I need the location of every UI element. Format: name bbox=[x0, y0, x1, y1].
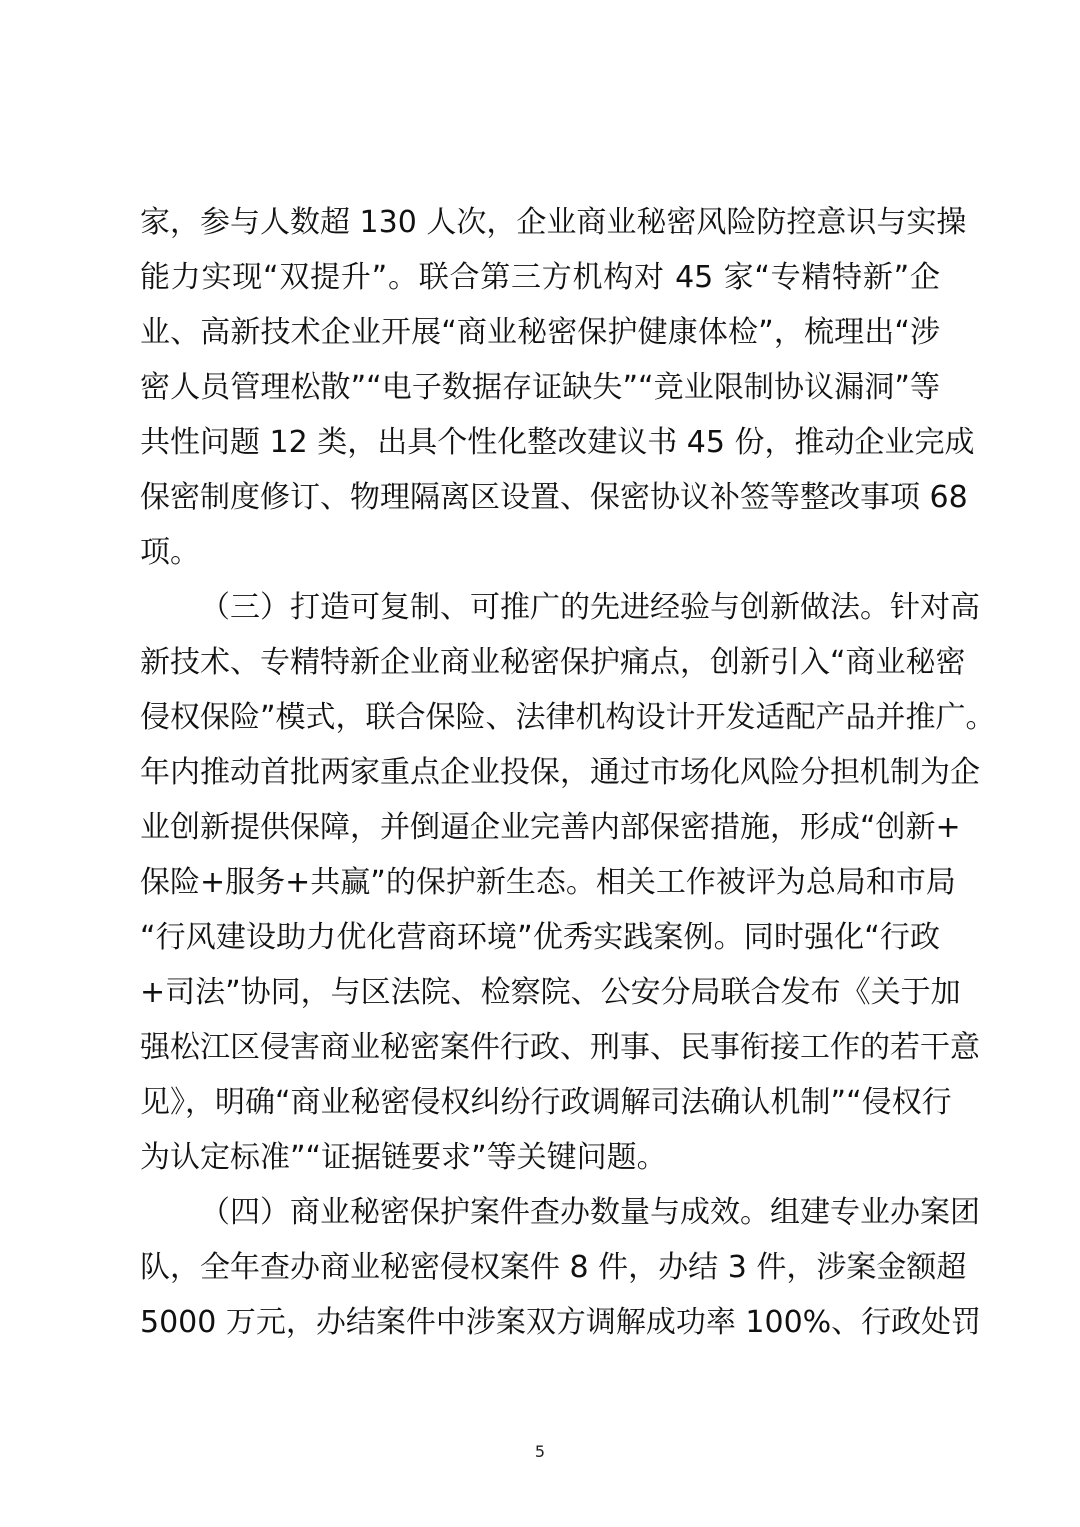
text-line: 业创新提供保障，并倒逼企业完善内部保密措施，形成“创新+ bbox=[140, 810, 961, 845]
text-line: 5000 万元，办结案件中涉案双方调解成功率 100%、行政处罚 bbox=[140, 1305, 982, 1340]
text-line: 强松江区侵害商业秘密案件行政、刑事、民事衔接工作的若干意 bbox=[140, 1030, 980, 1065]
text-line: 项。 bbox=[140, 535, 200, 570]
text-line: 为认定标准”“证据链要求”等关键问题。 bbox=[140, 1140, 667, 1175]
text-line: 年内推动首批两家重点企业投保，通过市场化风险分担机制为企 bbox=[140, 755, 980, 790]
text-line: 能力实现“双提升”。联合第三方机构对 45 家“专精特新”企 bbox=[140, 260, 940, 295]
text-line: 见》，明确“商业秘密侵权纠纷行政调解司法确认机制”“侵权行 bbox=[140, 1085, 952, 1120]
text-line: +司法”协同，与区法院、检察院、公安分局联合发布《关于加 bbox=[140, 975, 961, 1010]
text-line: “行风建设助力优化营商环境”优秀实践案例。同时强化“行政 bbox=[140, 920, 940, 955]
section-heading-line: （三）打造可复制、可推广的先进经验与创新做法。针对高 bbox=[200, 590, 980, 625]
text-line: 共性问题 12 类，出具个性化整改建议书 45 份，推动企业完成 bbox=[140, 425, 975, 460]
text-line: 业、高新技术企业开展“商业秘密保护健康体检”，梳理出“涉 bbox=[140, 315, 940, 350]
text-line: 保险+服务+共赢”的保护新生态。相关工作被评为总局和市局 bbox=[140, 865, 956, 900]
text-line: 新技术、专精特新企业商业秘密保护痛点，创新引入“商业秘密 bbox=[140, 645, 966, 680]
text-line: 保密制度修订、物理隔离区设置、保密协议补签等整改事项 68 bbox=[140, 480, 968, 515]
page-number: 5 bbox=[534, 1442, 546, 1461]
section-heading-line: （四）商业秘密保护案件查办数量与成效。组建专业办案团 bbox=[200, 1195, 980, 1230]
text-line: 队，全年查办商业秘密侵权案件 8 件，办结 3 件，涉案金额超 bbox=[140, 1250, 967, 1285]
text-line: 密人员管理松散”“电子数据存证缺失”“竞业限制协议漏洞”等 bbox=[140, 370, 940, 405]
text-line: 侵权保险”模式，联合保险、法律机构设计开发适配产品并推广。 bbox=[140, 700, 996, 735]
text-line: 家，参与人数超 130 人次，企业商业秘密风险防控意识与实操 bbox=[140, 205, 967, 240]
